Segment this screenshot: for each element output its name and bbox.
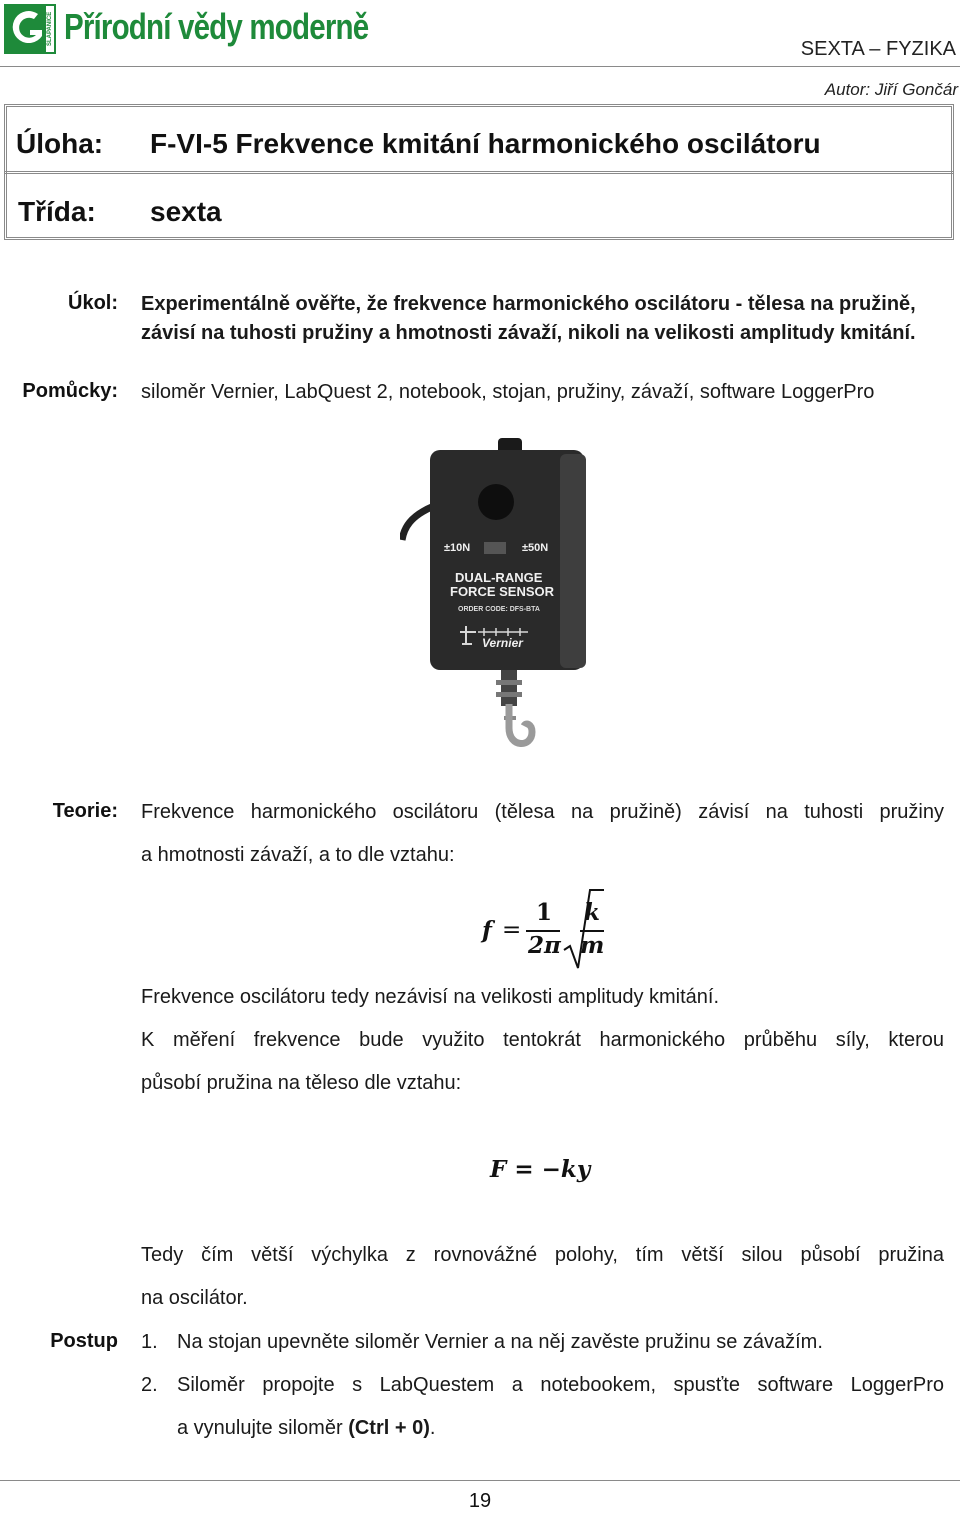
sensor-title-2: FORCE SENSOR [450, 584, 555, 599]
brand-title: Přírodní vědy moderně [64, 6, 369, 47]
sensor-range-right: ±50N [522, 542, 549, 554]
class-value: sexta [150, 196, 222, 227]
task-title: F-VI-5 Frekvence kmitání harmonického oscilátoru [150, 128, 821, 159]
step-2-number: 2. [141, 1374, 158, 1396]
school-logo [4, 4, 56, 54]
logo-text: ŠLAPANICE [47, 11, 53, 47]
formula1-num: 1 [536, 899, 553, 926]
task-table-divider [4, 171, 954, 174]
pomucky-label: Pomůcky: [22, 380, 118, 402]
page-number: 19 [468, 1490, 492, 1512]
footer-divider [0, 1480, 960, 1481]
task-label: Úloha: [16, 128, 104, 159]
sensor-maker: Vernier [482, 636, 523, 650]
teorie-line-5: působí pružina na těleso dle vztahu: [141, 1072, 462, 1094]
class-label: Třída: [18, 196, 96, 227]
formula1-rad-den: m [580, 932, 605, 959]
ukol-label: Úkol: [68, 292, 118, 314]
teorie-line-4: K měření frekvence bude využito tentokrát harmonického průběhu síly, kterou [141, 1029, 944, 1051]
step-2-end: . [429, 1417, 436, 1439]
formula1-rad-num: k [584, 899, 600, 926]
sensor-order-code: ORDER CODE: DFS-BTA [458, 606, 540, 613]
sensor-range-left: ±10N [444, 542, 471, 554]
teorie-label: Teorie: [52, 800, 118, 822]
step-1-text: Na stojan upevněte siloměr Vernier a na něj zavěste pružinu se závažím. [177, 1331, 823, 1353]
sensor-title-1: DUAL-RANGE [455, 570, 543, 585]
section-title: SEXTA – FYZIKA [800, 38, 956, 60]
formula1-lhs: f [482, 917, 492, 944]
ukol-line-1: Experimentálně ověřte, že frekvence harmonického oscilátoru - tělesa na pružině, [141, 293, 916, 315]
frequency-formula [478, 888, 618, 968]
teorie-line-1: Frekvence harmonického oscilátoru (tělesa na pružině) závisí na tuhosti pružiny [141, 801, 944, 823]
teorie-line-3: Frekvence oscilátoru tedy nezávisí na velikosti amplitudy kmitání. [141, 986, 720, 1008]
step-2-text: Siloměr propojte s LabQuestem a notebookem, spusťte software LoggerPro [177, 1374, 944, 1396]
step-1-number: 1. [141, 1331, 158, 1353]
teorie-line-6: Tedy čím větší výchylka z rovnovážné polohy, tím větší silou působí pružina [141, 1244, 944, 1266]
spring-force-formula: F = −ky [490, 1156, 591, 1183]
postup-label: Postup [50, 1330, 118, 1352]
formula1-den: 2π [528, 932, 561, 959]
teorie-line-7: na oscilátor. [141, 1287, 248, 1309]
force-sensor-image [400, 436, 620, 756]
formula1-eq: = [502, 917, 522, 943]
teorie-line-2: a hmotnosti závaží, a to dle vztahu: [141, 844, 455, 866]
header-divider [0, 66, 960, 67]
step-2-text-cont [177, 1414, 435, 1443]
pomucky-text: siloměr Vernier, LabQuest 2, notebook, stojan, pružiny, závaží, software LoggerPro [141, 381, 875, 403]
ukol-line-2: závisí na tuhosti pružiny a hmotnosti závaží, nikoli na velikosti amplitudy kmitání. [141, 322, 916, 344]
author-line: Autor: Jiří Gončár [824, 80, 958, 99]
shortcut-hint: (Ctrl + 0) [348, 1417, 430, 1439]
step-2-cont-text: a vynulujte siloměr [177, 1417, 343, 1439]
